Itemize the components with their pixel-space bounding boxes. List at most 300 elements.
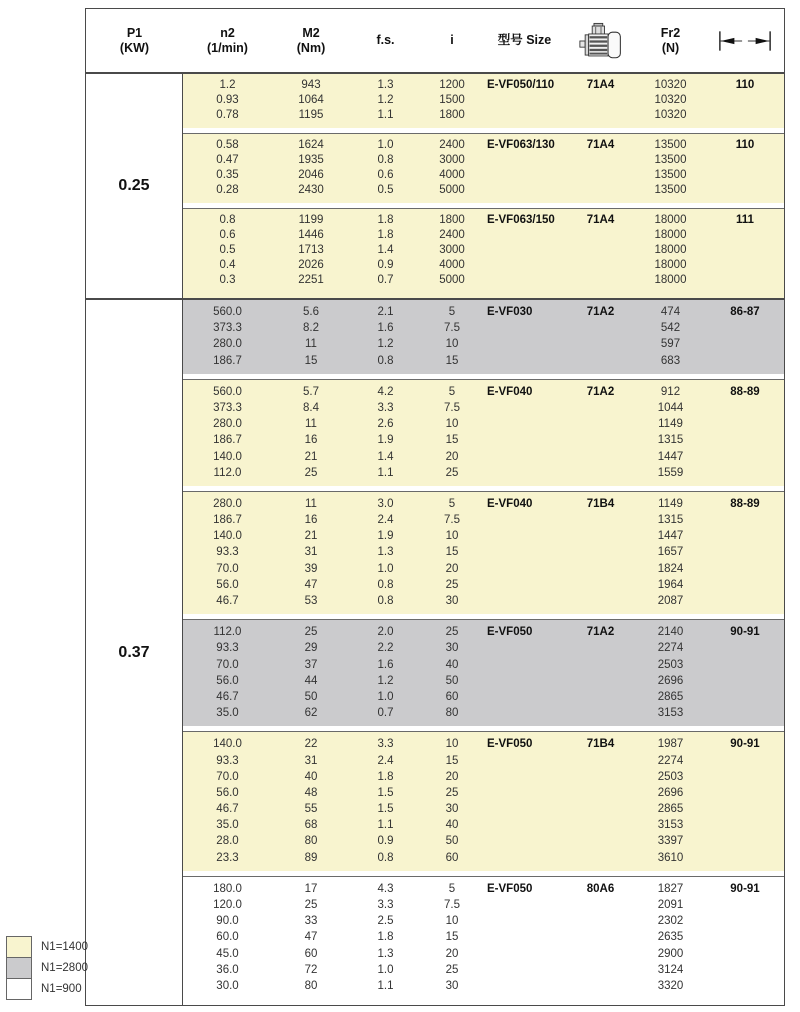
n2-cell: 35.0 — [216, 819, 239, 832]
spec-row — [183, 769, 784, 785]
fs-cell: 2.6 — [377, 418, 394, 431]
fs-cell: 1.2 — [377, 338, 394, 351]
fr2-cell: 542 — [660, 322, 681, 335]
spec-row — [183, 673, 784, 689]
fs-cell: 0.8 — [377, 154, 394, 166]
page-cell — [706, 93, 784, 108]
i-cell: 5 — [448, 306, 456, 318]
page-cell — [706, 833, 784, 849]
frame-cell: 71A4 — [586, 214, 615, 226]
i-cell: 5 — [448, 882, 456, 895]
fr2-cell: 3397 — [657, 835, 684, 848]
m2-cell: 25 — [304, 626, 318, 639]
fr2-cell: 2087 — [657, 595, 684, 607]
n2-cell: 56.0 — [216, 578, 239, 591]
fs-cell: 1.3 — [377, 546, 394, 559]
m2-cell: 1199 — [298, 214, 324, 226]
page-cell — [706, 512, 784, 528]
frame-cell: 71A2 — [586, 306, 615, 318]
fr2-cell: 1315 — [657, 514, 684, 527]
fs-cell: 1.0 — [377, 139, 394, 151]
fs-cell: 3.3 — [377, 899, 394, 911]
model-cell — [483, 449, 566, 465]
fs-cell: 0.7 — [377, 707, 394, 720]
spec-row — [183, 108, 784, 123]
spec-row — [183, 785, 784, 801]
model-cell — [483, 785, 566, 801]
fr2-cell: 1447 — [657, 530, 684, 543]
frame-cell: 71B4 — [586, 497, 615, 510]
model-cell — [483, 673, 566, 689]
fs-cell: 1.8 — [377, 214, 394, 226]
fs-cell: 1.5 — [377, 803, 394, 816]
n2-cell: 186.7 — [213, 434, 242, 447]
n2-cell: 23.3 — [216, 851, 239, 864]
gearbox-group — [183, 208, 784, 298]
fs-cell: 0.8 — [377, 851, 394, 864]
n2-cell: 28.0 — [216, 835, 239, 848]
m2-cell: 21 — [304, 450, 318, 463]
fr2-cell: 2274 — [657, 642, 684, 655]
model-cell — [483, 978, 566, 994]
model-cell — [483, 833, 566, 849]
fr2-cell: 2140 — [657, 626, 684, 639]
fr2-cell: 13500 — [654, 139, 687, 151]
fs-cell: 2.5 — [377, 915, 394, 928]
fs-cell: 0.8 — [377, 595, 394, 607]
n2-cell: 120.0 — [213, 899, 242, 911]
legend-item-n1-2800 — [6, 957, 88, 979]
m2-cell: 8.4 — [303, 401, 319, 414]
n2-cell: 373.3 — [213, 401, 242, 414]
i-cell: 15 — [445, 434, 459, 447]
spec-row — [183, 78, 784, 93]
model-cell — [483, 801, 566, 817]
fr2-cell: 2900 — [657, 947, 684, 960]
fs-cell: 1.1 — [377, 819, 394, 832]
model-cell: E-VF050 — [487, 882, 533, 895]
frame-cell — [566, 962, 635, 978]
fs-cell: 1.0 — [377, 963, 394, 976]
header-n2-line1: n2 — [220, 25, 235, 40]
m2-cell: 2026 — [298, 259, 324, 271]
spec-row — [183, 705, 784, 721]
frame-cell: 71A2 — [586, 626, 615, 639]
gearbox-group — [183, 491, 784, 614]
m2-cell: 53 — [304, 595, 318, 607]
fr2-cell: 3610 — [657, 851, 684, 864]
frame-cell — [566, 528, 635, 544]
page-cell — [706, 432, 784, 448]
m2-cell: 22 — [304, 738, 318, 751]
m2-cell: 80 — [304, 979, 318, 992]
header-p1 — [86, 26, 183, 56]
fr2-cell: 1149 — [658, 418, 683, 431]
group-stack — [183, 74, 784, 298]
n2-cell: 93.3 — [216, 546, 239, 559]
fr2-cell: 10320 — [654, 79, 687, 91]
n2-cell: 0.58 — [216, 139, 239, 151]
model-cell — [483, 93, 566, 108]
n2-cell: 0.28 — [216, 184, 239, 196]
spec-row — [183, 913, 784, 929]
fs-cell: 0.9 — [377, 835, 394, 848]
page-cell: 90-91 — [730, 626, 760, 639]
i-cell: 5000 — [439, 274, 465, 286]
fs-cell: 1.5 — [377, 786, 394, 799]
spec-row — [183, 213, 784, 228]
i-cell: 10 — [445, 530, 459, 543]
spec-row — [183, 93, 784, 108]
fr2-cell: 2503 — [657, 658, 684, 671]
fr2-cell: 3153 — [657, 819, 684, 832]
fs-cell: 0.6 — [377, 169, 394, 181]
fs-cell: 2.1 — [377, 306, 394, 318]
gearbox-group — [183, 876, 784, 1005]
i-cell: 7.5 — [444, 401, 460, 414]
spec-row — [183, 689, 784, 705]
header-i: i — [450, 33, 454, 47]
fr2-cell: 1559 — [657, 466, 684, 479]
spec-row — [183, 577, 784, 593]
m2-cell: 8.2 — [303, 322, 319, 335]
fs-cell: 1.1 — [377, 466, 394, 479]
n2-cell: 0.78 — [216, 109, 239, 121]
m2-cell: 31 — [304, 546, 318, 559]
page-cell — [706, 817, 784, 833]
m2-cell: 47 — [304, 931, 318, 944]
fr2-cell: 2091 — [657, 899, 684, 911]
m2-cell: 1446 — [298, 229, 324, 241]
model-cell — [483, 432, 566, 448]
m2-cell: 1195 — [298, 109, 324, 121]
page-cell — [706, 183, 784, 198]
m2-cell: 2251 — [298, 274, 324, 286]
model-cell — [483, 561, 566, 577]
model-cell — [483, 544, 566, 560]
model-cell: E-VF063/150 — [487, 214, 555, 226]
n2-cell: 560.0 — [213, 306, 242, 318]
fs-cell: 0.5 — [377, 184, 394, 196]
i-cell: 20 — [445, 450, 459, 463]
model-cell — [483, 416, 566, 432]
page-cell — [706, 769, 784, 785]
model-cell — [483, 577, 566, 593]
model-cell — [483, 897, 566, 913]
i-cell: 2400 — [439, 139, 465, 151]
fr2-cell: 474 — [660, 306, 681, 318]
frame-cell — [566, 353, 635, 369]
model-cell — [483, 929, 566, 945]
frame-cell — [566, 258, 635, 273]
n2-cell: 112.0 — [213, 466, 242, 479]
fs-cell: 1.4 — [377, 244, 394, 256]
fr2-cell: 683 — [660, 354, 681, 367]
i-cell: 60 — [445, 851, 459, 864]
model-cell — [483, 183, 566, 198]
n2-cell: 46.7 — [216, 803, 239, 816]
model-cell — [483, 850, 566, 866]
frame-cell — [566, 817, 635, 833]
frame-cell — [566, 689, 635, 705]
frame-cell — [566, 705, 635, 721]
fr2-cell: 912 — [660, 385, 681, 398]
header-n2-line2: (1/min) — [207, 40, 248, 55]
legend-label: N1=1400 — [41, 941, 88, 953]
spec-row — [183, 736, 784, 752]
fr2-cell: 2696 — [657, 674, 684, 687]
model-cell: E-VF030 — [487, 306, 533, 318]
n2-cell: 140.0 — [213, 450, 242, 463]
fs-cell: 2.4 — [377, 754, 394, 767]
legend-label: N1=900 — [41, 983, 82, 995]
model-cell — [483, 528, 566, 544]
frame-cell — [566, 769, 635, 785]
fs-cell: 2.0 — [377, 626, 394, 639]
page-cell: 90-91 — [730, 882, 760, 895]
page-cell — [706, 850, 784, 866]
spec-row — [183, 384, 784, 400]
i-cell: 15 — [445, 754, 459, 767]
legend-item-n1-900 — [6, 978, 88, 1000]
frame-cell — [566, 320, 635, 336]
header-m2-line2: (Nm) — [296, 40, 326, 55]
i-cell: 4000 — [439, 169, 465, 181]
i-cell: 1800 — [439, 109, 465, 121]
fs-cell: 1.3 — [377, 947, 394, 960]
fr2-cell: 1987 — [657, 738, 684, 751]
n2-cell: 180.0 — [213, 882, 242, 895]
spec-row — [183, 657, 784, 673]
page-cell — [706, 465, 784, 481]
fr2-cell: 2635 — [657, 931, 684, 944]
fs-cell: 0.8 — [377, 354, 394, 367]
fr2-cell: 3320 — [657, 979, 684, 992]
page-cell — [706, 673, 784, 689]
frame-cell — [566, 913, 635, 929]
fs-cell: 2.4 — [377, 514, 394, 527]
model-cell: E-VF050 — [487, 738, 533, 751]
spec-row — [183, 978, 784, 994]
page-cell — [706, 913, 784, 929]
i-cell: 25 — [445, 626, 459, 639]
m2-cell: 5.6 — [303, 306, 319, 318]
model-cell — [483, 243, 566, 258]
gearbox-group — [183, 619, 784, 726]
fs-cell: 1.0 — [377, 690, 394, 703]
i-cell: 1800 — [439, 214, 465, 226]
page-cell — [706, 640, 784, 656]
n2-cell: 70.0 — [216, 770, 239, 783]
fr2-cell: 18000 — [654, 229, 687, 241]
n2-cell: 0.8 — [219, 214, 236, 226]
i-cell: 25 — [445, 786, 459, 799]
frame-cell — [566, 432, 635, 448]
fr2-cell: 2865 — [657, 803, 684, 816]
n2-cell: 186.7 — [213, 514, 242, 527]
model-cell — [483, 353, 566, 369]
fr2-cell: 18000 — [654, 259, 687, 271]
i-cell: 20 — [445, 947, 459, 960]
i-cell: 80 — [445, 707, 459, 720]
model-cell — [483, 962, 566, 978]
legend-swatch-white — [6, 978, 32, 1000]
n2-cell: 280.0 — [213, 418, 242, 431]
page-cell — [706, 108, 784, 123]
m2-cell: 33 — [304, 915, 318, 928]
fs-cell: 0.8 — [377, 578, 394, 591]
page-cell — [706, 753, 784, 769]
m2-cell: 80 — [304, 835, 318, 848]
n2-cell: 93.3 — [216, 642, 239, 655]
fs-cell: 1.2 — [377, 674, 394, 687]
i-cell: 1200 — [439, 79, 465, 91]
m2-cell: 31 — [304, 754, 318, 767]
page-cell — [706, 416, 784, 432]
fs-cell: 3.0 — [377, 497, 394, 510]
fr2-cell: 1827 — [657, 882, 684, 895]
gearbox-group — [183, 74, 784, 128]
i-cell: 4000 — [439, 259, 465, 271]
frame-cell — [566, 673, 635, 689]
page-cell — [706, 153, 784, 168]
fr2-cell: 18000 — [654, 244, 687, 256]
n2-cell: 93.3 — [216, 754, 239, 767]
frame-cell — [566, 228, 635, 243]
legend-swatch-gray — [6, 957, 32, 979]
p1-cell — [86, 74, 183, 298]
frame-cell: 71B4 — [586, 738, 615, 751]
frame-cell — [566, 561, 635, 577]
n2-cell: 0.5 — [219, 244, 236, 256]
spec-row — [183, 153, 784, 168]
n2-cell: 90.0 — [216, 915, 239, 928]
fr2-cell: 1044 — [657, 401, 684, 414]
i-cell: 10 — [445, 738, 459, 751]
n2-cell: 140.0 — [213, 530, 242, 543]
frame-cell: 71A2 — [586, 385, 615, 398]
fr2-cell: 10320 — [654, 94, 687, 106]
page-cell — [706, 657, 784, 673]
model-cell — [483, 108, 566, 123]
n2-cell: 0.93 — [216, 94, 239, 106]
fr2-cell: 1964 — [657, 578, 684, 591]
m2-cell: 29 — [304, 642, 318, 655]
m2-cell: 17 — [304, 882, 318, 895]
spec-row — [183, 753, 784, 769]
m2-cell: 25 — [304, 466, 318, 479]
m2-cell: 1713 — [298, 244, 324, 256]
frame-cell: 71A4 — [586, 139, 615, 151]
spec-row — [183, 353, 784, 369]
spec-row — [183, 432, 784, 448]
n2-cell: 140.0 — [213, 738, 242, 751]
fs-cell: 1.8 — [377, 931, 394, 944]
page-cell — [706, 528, 784, 544]
gearbox-group — [183, 133, 784, 203]
m2-cell: 47 — [304, 578, 318, 591]
n2-cell: 45.0 — [216, 947, 239, 960]
frame-cell — [566, 168, 635, 183]
m2-cell: 50 — [304, 690, 318, 703]
fr2-cell: 13500 — [654, 184, 687, 196]
fr2-cell: 2302 — [657, 915, 684, 928]
fs-cell: 1.3 — [377, 79, 394, 91]
model-cell — [483, 913, 566, 929]
fs-cell: 1.1 — [377, 979, 394, 992]
m2-cell: 11 — [305, 497, 317, 510]
i-cell: 5 — [448, 497, 456, 510]
frame-cell — [566, 978, 635, 994]
page-cell: 90-91 — [730, 738, 760, 751]
m2-cell: 44 — [304, 674, 318, 687]
fr2-cell: 18000 — [654, 214, 687, 226]
power-section — [86, 74, 784, 300]
table-header — [86, 9, 784, 74]
n2-cell: 35.0 — [216, 707, 239, 720]
fs-cell: 1.9 — [377, 434, 394, 447]
page-cell — [706, 785, 784, 801]
spec-row — [183, 897, 784, 913]
fr2-cell: 3124 — [657, 963, 684, 976]
model-cell — [483, 689, 566, 705]
page-cell — [706, 946, 784, 962]
page-cell — [706, 243, 784, 258]
page-cell: 111 — [736, 214, 754, 226]
fr2-cell: 13500 — [654, 169, 687, 181]
n2-cell: 112.0 — [213, 626, 242, 639]
fs-cell: 3.3 — [377, 401, 394, 414]
m2-cell: 5.7 — [303, 385, 319, 398]
header-fs: f.s. — [376, 33, 395, 47]
fr2-cell: 597 — [660, 338, 681, 351]
group-stack — [183, 300, 784, 1005]
i-cell: 15 — [445, 354, 459, 367]
frame-cell: 80A6 — [586, 882, 615, 895]
header-motor — [566, 21, 635, 61]
m2-cell: 15 — [304, 354, 318, 367]
frame-cell — [566, 593, 635, 609]
header-fr2 — [635, 26, 706, 56]
model-cell — [483, 336, 566, 352]
spec-row — [183, 465, 784, 481]
fr2-cell: 3153 — [657, 707, 684, 720]
page-cell — [706, 168, 784, 183]
frame-cell: 71A4 — [586, 79, 615, 91]
n2-cell: 70.0 — [216, 562, 239, 575]
fs-cell: 1.8 — [377, 229, 394, 241]
m2-cell: 11 — [305, 418, 317, 431]
frame-cell — [566, 336, 635, 352]
page-cell — [706, 336, 784, 352]
m2-cell: 62 — [304, 707, 318, 720]
spec-row — [183, 946, 784, 962]
m2-cell: 2430 — [298, 184, 324, 196]
frame-cell — [566, 183, 635, 198]
i-cell: 3000 — [439, 244, 465, 256]
n2-cell: 46.7 — [216, 595, 239, 607]
page-cell — [706, 705, 784, 721]
m2-cell: 37 — [304, 658, 318, 671]
header-dimension — [706, 28, 784, 54]
page-cell — [706, 353, 784, 369]
fs-cell: 4.2 — [377, 385, 394, 398]
frame-cell — [566, 416, 635, 432]
frame-cell — [566, 833, 635, 849]
spec-row — [183, 624, 784, 640]
frame-cell — [566, 929, 635, 945]
spec-row — [183, 304, 784, 320]
